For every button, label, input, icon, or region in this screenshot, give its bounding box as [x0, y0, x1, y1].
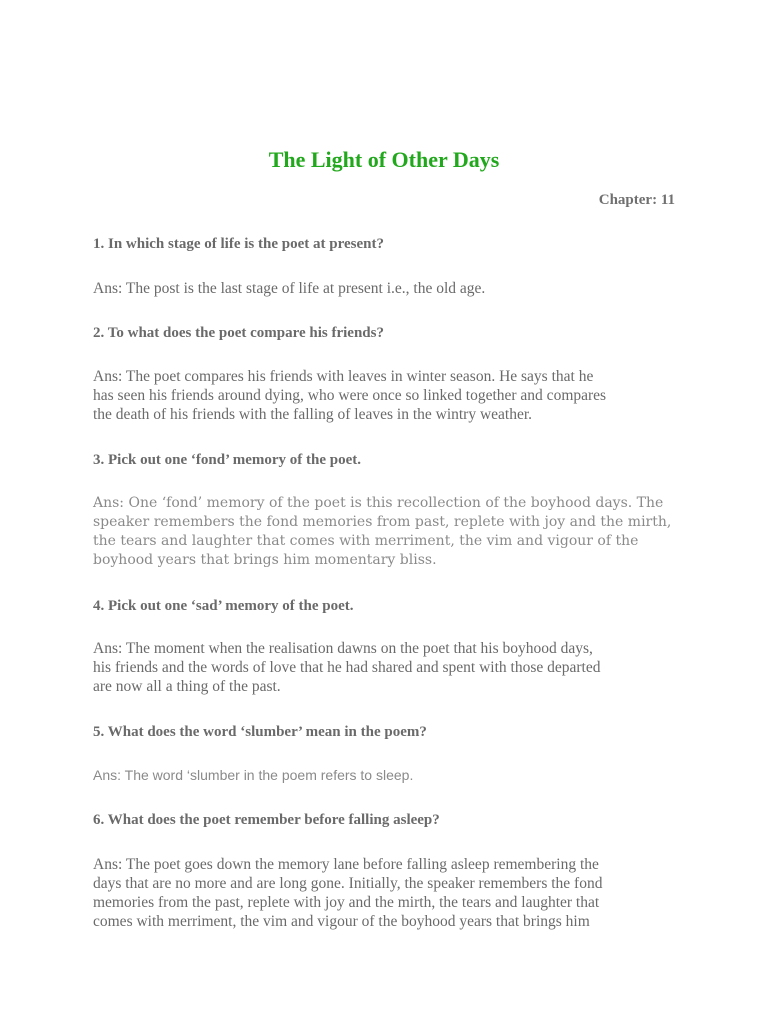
answer-line: the tears and laughter that comes with merriment, the vim and vigour of the [93, 533, 639, 549]
answer-4 [93, 639, 675, 696]
answer-5 [93, 766, 675, 785]
answer-line: are now all a thing of the past. [93, 678, 281, 695]
answer-line: has seen his friends around dying, who were once so linked together and compares [93, 387, 607, 404]
question-3: 3. Pick out one ‘fond’ memory of the poet. [93, 452, 362, 468]
answer-2 [93, 367, 675, 424]
chapter-label: Chapter: 11 [598, 192, 675, 208]
answer-1 [93, 279, 675, 298]
question-6: 6. What does the poet remember before falling asleep? [93, 812, 440, 828]
question-1: 1. In which stage of life is the poet at present? [93, 236, 384, 252]
answer-line: Ans: The word ‘slumber in the poem refers to sleep. [93, 767, 414, 783]
answer-line: comes with merriment, the vim and vigour of the boyhood years that brings him [93, 913, 590, 930]
question-2: 2. To what does the poet compare his friends? [93, 325, 384, 341]
question-5: 5. What does the word ‘slumber’ mean in the poem? [93, 724, 427, 740]
answer-line: Ans: One ‘fond’ memory of the poet is this recollection of the boyhood days. The [93, 495, 664, 511]
answer-line: boyhood years that brings him momentary bliss. [93, 552, 437, 568]
answer-line: his friends and the words of love that he had shared and spent with those departed [93, 659, 601, 676]
answer-line: Ans: The poet compares his friends with leaves in winter season. He says that he [93, 368, 594, 385]
document-title: The Light of Other Days [268, 147, 500, 172]
answer-line: memories from the past, replete with joy and the mirth, the tears and laughter that [93, 894, 600, 911]
answer-line: the death of his friends with the falling of leaves in the wintry weather. [93, 406, 533, 423]
answer-3 [93, 494, 675, 570]
answer-line: Ans: The moment when the realisation dawns on the poet that his boyhood days, [93, 640, 593, 657]
answer-line: Ans: The poet goes down the memory lane before falling asleep remembering the [93, 856, 599, 873]
answer-6 [93, 855, 675, 931]
answer-line: days that are no more and are long gone. Initially, the speaker remembers the fond [93, 875, 603, 892]
answer-line: speaker remembers the fond memories from past, replete with joy and the mirth, [93, 514, 672, 530]
question-4: 4. Pick out one ‘sad’ memory of the poet. [93, 598, 354, 614]
answer-line: Ans: The post is the last stage of life at present i.e., the old age. [93, 280, 486, 297]
